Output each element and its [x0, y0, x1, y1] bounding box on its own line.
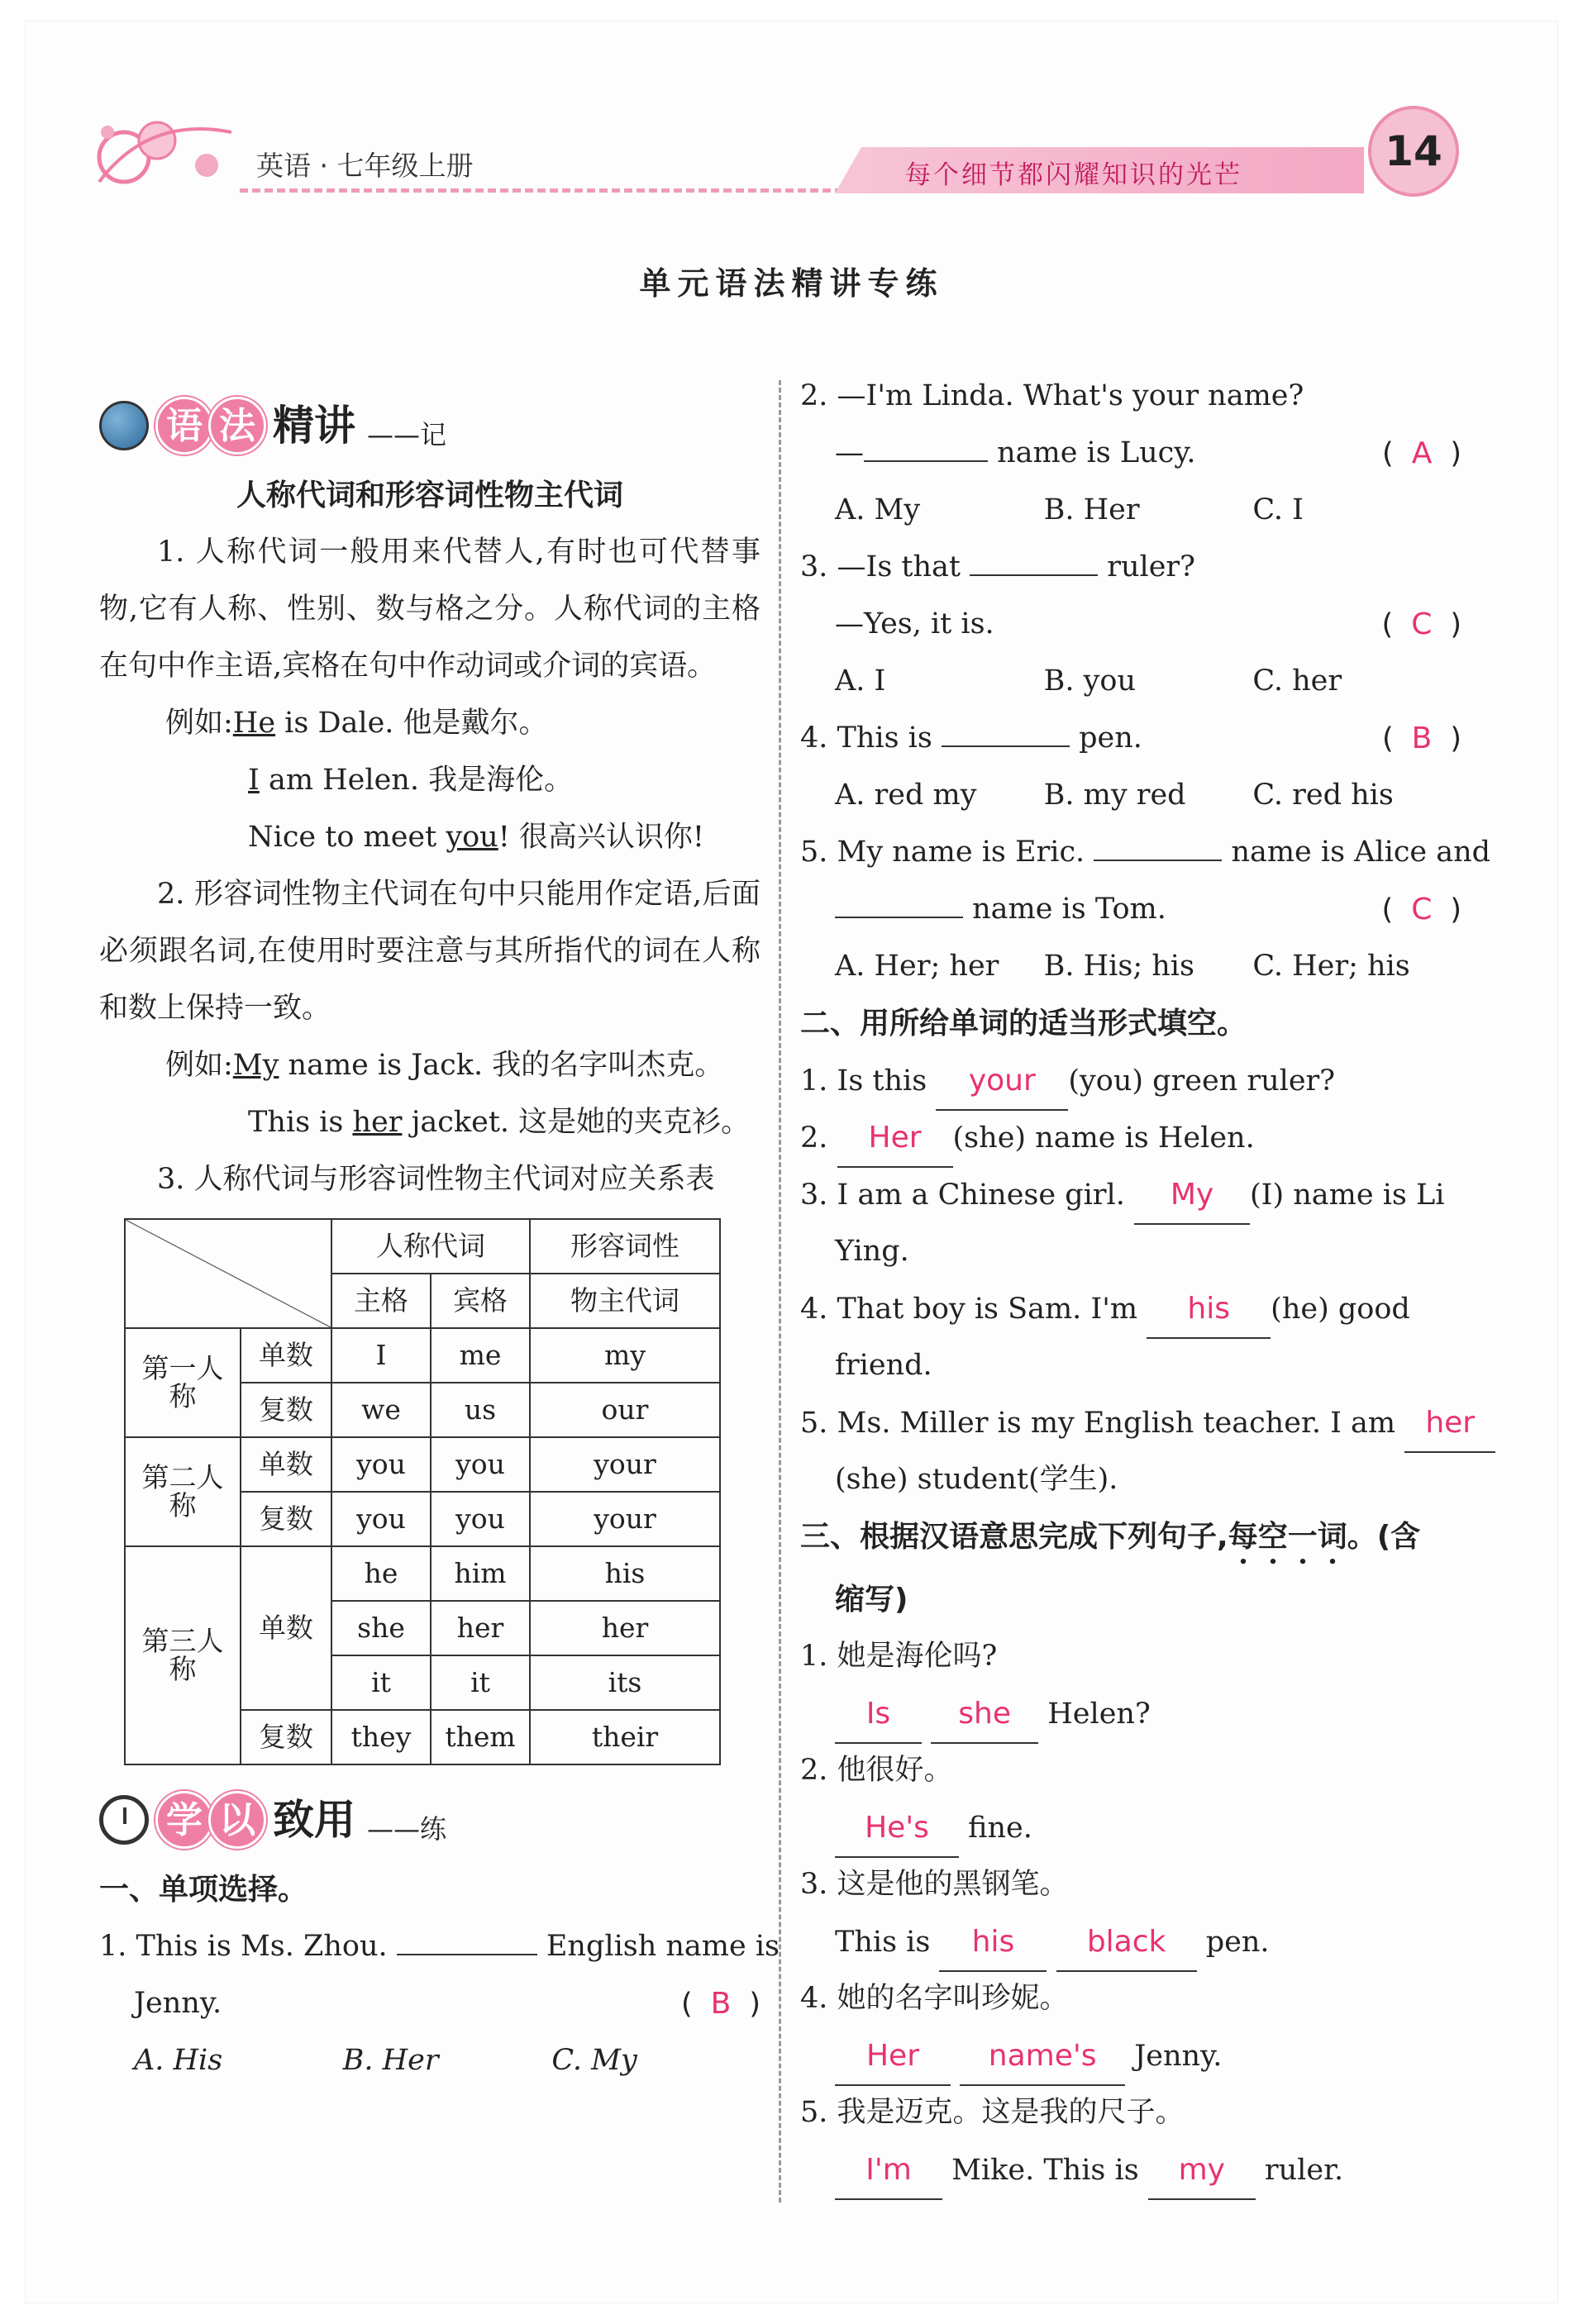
question-text: (she) name is Helen. [952, 1122, 1255, 1155]
table-cell: us [431, 1383, 530, 1437]
question [800, 2027, 1461, 2084]
answer-paren: ( B ) [680, 1987, 761, 2021]
question-text: fine. [959, 1812, 1032, 1845]
table-header: 宾格 [431, 1274, 530, 1328]
left-column [99, 384, 780, 2089]
options [800, 482, 1461, 539]
options [800, 653, 1461, 710]
table-number: 复数 [241, 1710, 331, 1764]
table-header: 人称代词 [331, 1219, 530, 1274]
table-cell: we [331, 1383, 431, 1437]
page-title: 单元语法精讲专练 [639, 265, 944, 302]
table-number: 复数 [241, 1383, 331, 1437]
question-text: Jenny. [1125, 2040, 1223, 2073]
table-header: 形容词性 [530, 1219, 720, 1274]
answer: B [1411, 721, 1433, 755]
question-text: name is Lucy. [988, 436, 1196, 469]
question [99, 1918, 780, 1975]
section-word: 精讲 [273, 401, 355, 450]
example-prefix: 例如: [165, 1049, 233, 1082]
question-text: name is Alice and [1222, 836, 1491, 869]
example-text: jacket. 这是她的夹克衫。 [402, 1106, 751, 1139]
question-text: (she) student(学生). [835, 1463, 1118, 1496]
question-text: 1. Is this [800, 1064, 937, 1098]
question [800, 1628, 1461, 1685]
underlined-word: her [352, 1106, 403, 1139]
example-text: am Helen. 我是海伦。 [259, 764, 574, 797]
table-number: 单数 [241, 1437, 331, 1492]
part-heading [800, 1508, 1461, 1571]
question [800, 1109, 1461, 1166]
table-cell: you [431, 1492, 530, 1546]
question [99, 1975, 761, 2032]
right-column [800, 368, 1491, 2198]
answer-blank [835, 917, 963, 918]
question [800, 710, 1461, 767]
table-cell: she [331, 1601, 431, 1655]
option: A. His [134, 2044, 223, 2077]
option: C. red his [1252, 779, 1394, 812]
example [99, 752, 761, 809]
globe-icon [99, 401, 149, 450]
alarm-clock-icon [99, 1795, 149, 1845]
book-title: 英语 · 七年级上册 [256, 150, 474, 182]
table-cell: our [530, 1383, 720, 1437]
floral-decoration-icon [91, 99, 248, 198]
question-text: pen. [1069, 721, 1142, 755]
answer: He's [835, 1799, 959, 1858]
answer-paren: ( A ) [1382, 436, 1461, 470]
option: C. Her; his [1252, 950, 1410, 983]
table-cell: her [530, 1601, 720, 1655]
table-cell: you [331, 1437, 431, 1492]
pronoun-table [124, 1218, 721, 1765]
answer: Her [835, 2027, 951, 2086]
answer: A [1411, 436, 1433, 470]
question-text: Helen? [1038, 1698, 1151, 1731]
question-text: English name is [536, 1930, 780, 1963]
question [800, 1223, 1461, 1280]
table-cell: her [431, 1601, 530, 1655]
question-text: ruler? [1098, 550, 1195, 583]
example [99, 1037, 761, 1094]
question [800, 1685, 1461, 1742]
answer-paren: ( C ) [1381, 607, 1461, 641]
table-cell: it [331, 1655, 431, 1710]
table-cell: your [530, 1437, 720, 1492]
question [800, 1280, 1461, 1337]
answer-blank [942, 745, 1070, 747]
table-number: 单数 [241, 1328, 331, 1383]
answer: C [1411, 893, 1433, 926]
answer-blank [397, 1954, 537, 1955]
table-person: 第三人称 [125, 1546, 241, 1764]
answer: my [1148, 2141, 1256, 2200]
table-corner [125, 1219, 331, 1328]
example [99, 695, 761, 752]
grammar-topic: 人称代词和形容词性物主代词 [236, 479, 623, 512]
header-dashed-line [240, 188, 843, 193]
answer: your [936, 1052, 1068, 1111]
question [800, 1337, 1461, 1394]
question-text: 5. Ms. Miller is my English teacher. I am [800, 1407, 1405, 1440]
table-cell: them [431, 1710, 530, 1764]
question-text: name is Tom. [963, 893, 1166, 926]
option: A. red my [835, 779, 977, 812]
table-cell: me [431, 1328, 530, 1383]
answer: Her [837, 1109, 953, 1168]
underlined-word: you [446, 821, 498, 854]
example-text: is Dale. 他是戴尔。 [275, 707, 548, 740]
title-bubble: 学 [155, 1791, 213, 1849]
paragraph: 1. 人称代词一般用来代替人,有时也可代替事物,它有人称、性别、数与格之分。人称代词的主格在句中作主语,宾格在句中作动词或介词的宾语。 [99, 536, 761, 683]
question [800, 1166, 1461, 1223]
underlined-word: He [232, 707, 276, 740]
emphasized-text: 每空一词 [1228, 1520, 1347, 1554]
question-text: 2. [800, 1122, 837, 1155]
table-number: 单数 [241, 1546, 331, 1710]
example-text: name is Jack. 我的名字叫杰克。 [279, 1049, 724, 1082]
answer-blank [864, 460, 988, 462]
underlined-word: My [232, 1049, 279, 1082]
question-text: 5. 我是迈克。这是我的尺子。 [800, 2096, 1185, 2129]
question-text: 1. 她是海伦吗? [800, 1640, 998, 1673]
question-text: 3. I am a Chinese girl. [800, 1179, 1134, 1212]
section-word: 致用 [273, 1795, 355, 1844]
option: A. My [835, 493, 921, 526]
answer: name's [960, 2027, 1125, 2086]
question-text: 4. This is [800, 721, 942, 755]
option: C. her [1252, 664, 1342, 698]
question [800, 1970, 1461, 2027]
table-cell: its [530, 1655, 720, 1710]
part-heading: 缩写) [835, 1583, 908, 1617]
question-text: pen. [1196, 1926, 1270, 1959]
section-tag: ——练 [367, 1812, 447, 1845]
question-text: 3. —Is that [800, 550, 970, 583]
option: B. you [1043, 664, 1137, 698]
option: A. Her; her [835, 950, 999, 983]
question-text: This is [835, 1926, 940, 1959]
page-number: 14 [1368, 106, 1459, 197]
example-text: This is [248, 1106, 353, 1139]
table-cell: he [331, 1546, 431, 1601]
option: B. Her [1043, 493, 1140, 526]
table-cell: it [431, 1655, 530, 1710]
table-cell: my [530, 1328, 720, 1383]
table-header: 物主代词 [530, 1274, 720, 1328]
answer: she [931, 1685, 1038, 1744]
question [800, 2141, 1461, 2198]
title-bubble: 以 [208, 1791, 266, 1849]
table-person: 第二人称 [125, 1437, 241, 1546]
options [800, 767, 1461, 824]
answer-blank [970, 574, 1098, 576]
question-text: 5. My name is Eric. [800, 836, 1094, 869]
option: C. My [551, 2044, 637, 2077]
part-heading: 一、单项选择。 [99, 1873, 308, 1907]
section-tag: ——记 [367, 418, 447, 450]
options [800, 938, 1461, 995]
question-text: friend. [835, 1349, 932, 1382]
underlined-word: I [248, 764, 260, 797]
question: — name is Lucy. ( A ) [800, 425, 1461, 482]
question-text: 2. —I'm Linda. What's your name? [800, 379, 1304, 412]
table-cell: you [331, 1492, 431, 1546]
option: B. His; his [1043, 950, 1194, 983]
question-text: 4. 她的名字叫珍妮。 [800, 1982, 1069, 2015]
question [800, 1742, 1461, 1799]
question [800, 596, 1461, 653]
question-text: 3. 这是他的黑钢笔。 [800, 1868, 1069, 1901]
answer-paren: ( B ) [1381, 721, 1461, 755]
question [800, 368, 1461, 425]
question [800, 1856, 1461, 1913]
option: A. I [835, 664, 886, 698]
answer-paren: ( C ) [1381, 893, 1461, 926]
table-cell: him [431, 1546, 530, 1601]
answer-blank [1094, 860, 1222, 861]
example [99, 809, 761, 866]
question-text: Jenny. [134, 1987, 222, 2020]
question-text: 4. That boy is Sam. I'm [800, 1293, 1147, 1326]
question [800, 824, 1491, 881]
question [800, 1451, 1461, 1508]
table-cell: his [530, 1546, 720, 1601]
question [800, 1052, 1461, 1109]
answer: I'm [835, 2141, 942, 2200]
question [800, 2084, 1461, 2141]
option: C. I [1252, 493, 1304, 526]
question-text: (you) green ruler? [1068, 1064, 1336, 1098]
question [800, 881, 1461, 938]
answer: her [1404, 1394, 1495, 1453]
question [800, 1913, 1461, 1970]
paragraph: 3. 人称代词与形容词性物主代词对应关系表 [157, 1163, 715, 1196]
table-cell: they [331, 1710, 431, 1764]
example-text: Nice to meet [248, 821, 446, 854]
answer: C [1411, 607, 1433, 641]
question-text: 2. 他很好。 [800, 1754, 953, 1787]
option: B. my red [1043, 779, 1186, 812]
answer: Is [835, 1685, 922, 1744]
grammar-section-header [99, 384, 761, 467]
question-text: (I) name is Li [1250, 1179, 1445, 1212]
table-header: 主格 [331, 1274, 431, 1328]
practice-section-header [99, 1779, 761, 1861]
question [800, 539, 1461, 596]
paragraph: 2. 形容词性物主代词在句中只能用作定语,后面必须跟名词,在使用时要注意与其所指代的词在人称和数上保持一致。 [99, 878, 761, 1025]
title-bubble: 法 [208, 397, 266, 455]
table-cell: I [331, 1328, 431, 1383]
question-text: —Yes, it is. [835, 607, 994, 641]
question-text: Mike. This is [942, 2154, 1148, 2187]
question-text: (he) good [1271, 1293, 1410, 1326]
answer: his [939, 1913, 1047, 1972]
answer: black [1056, 1913, 1197, 1972]
part-heading: 二、用所给单词的适当形式填空。 [800, 1007, 1247, 1041]
table-cell: their [530, 1710, 720, 1764]
answer: his [1147, 1280, 1271, 1339]
title-bubble: 语 [155, 397, 213, 455]
answer: My [1134, 1166, 1250, 1225]
part-heading-text: 。(含 [1347, 1520, 1421, 1554]
question-text: ruler. [1255, 2154, 1344, 2187]
options [99, 2032, 761, 2089]
table-person: 第一人称 [125, 1328, 241, 1437]
option: B. Her [342, 2044, 439, 2077]
question [800, 1394, 1476, 1451]
question-text: Ying. [835, 1235, 909, 1268]
table-cell: your [530, 1492, 720, 1546]
example-prefix: 例如: [165, 707, 233, 740]
question-text: 1. This is Ms. Zhou. [99, 1930, 397, 1963]
part-heading-text: 三、根据汉语意思完成下列句子, [800, 1520, 1228, 1554]
table-number: 复数 [241, 1492, 331, 1546]
answer: B [710, 1987, 732, 2021]
header-motto: 每个细节都闪耀知识的光芒 [905, 160, 1242, 190]
example-text: ! 很高兴认识你! [498, 821, 704, 854]
example [99, 1094, 761, 1151]
question [800, 1799, 1461, 1856]
table-cell: you [431, 1437, 530, 1492]
